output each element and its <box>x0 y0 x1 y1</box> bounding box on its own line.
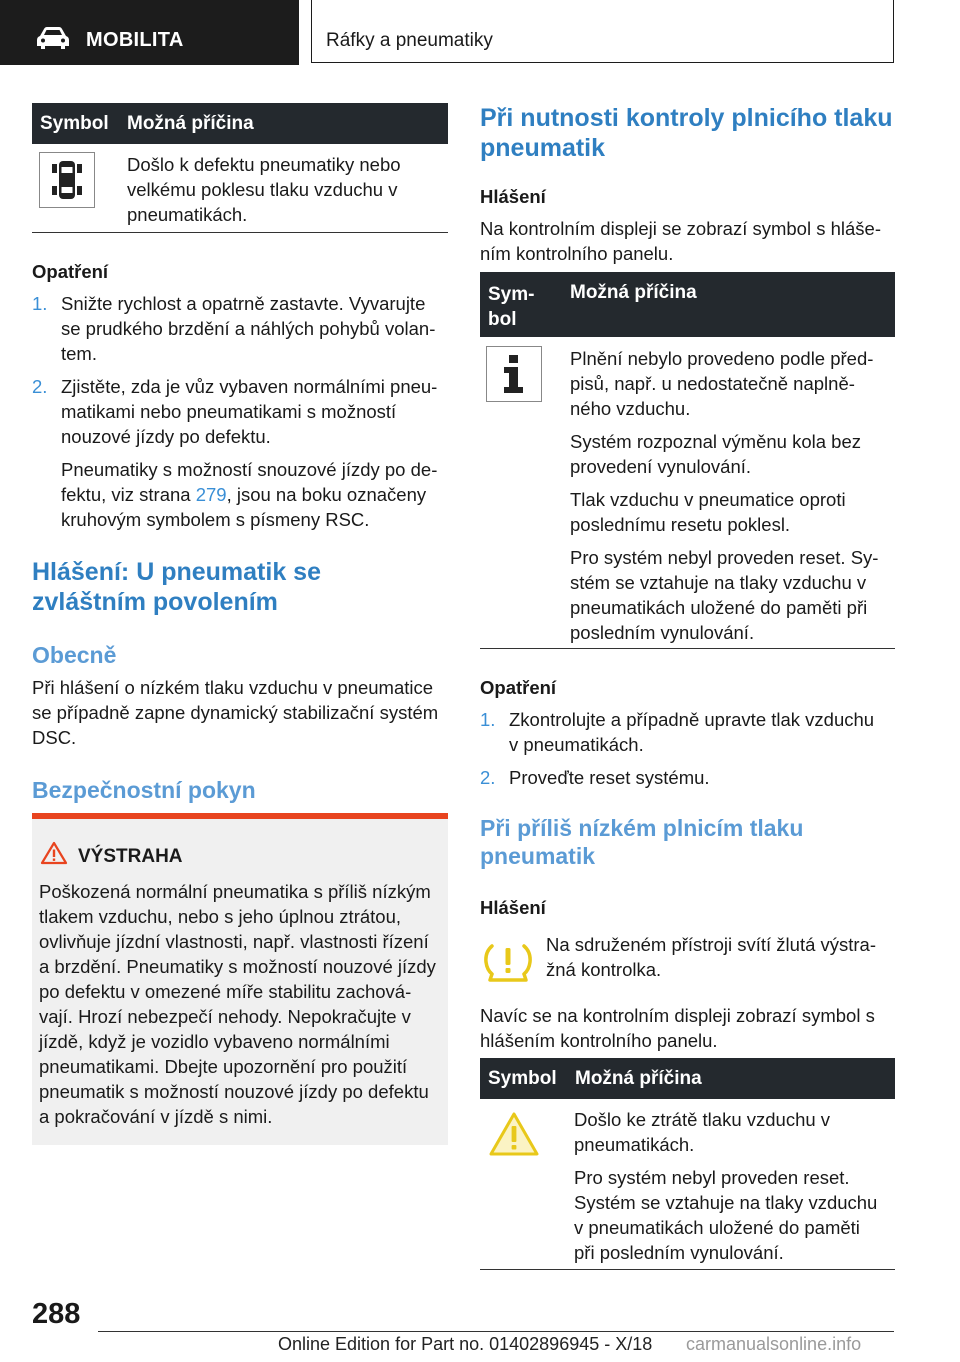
warning-text <box>39 879 436 1129</box>
line: Systém se vztahuje na tlaky vzduchu <box>574 1192 878 1213</box>
line: pneumatikách. <box>127 204 248 225</box>
message-title: Hlášení <box>480 186 546 207</box>
line: matikami nebo pneumatikami s možností <box>61 401 397 422</box>
measures-title-left: Opatření <box>32 261 109 282</box>
heading-general: Obecně <box>32 642 117 668</box>
heading-special-tires <box>32 557 321 617</box>
line: Zkontrolujte a případně upravte tlak vzduchu <box>509 709 875 730</box>
text: , jsou na boku označeny <box>226 484 427 505</box>
measures-title-right: Opatření <box>480 677 557 698</box>
footer-rule <box>98 1331 894 1332</box>
header-section-tab <box>0 0 299 65</box>
table3-row-text <box>574 1107 877 1265</box>
table1-col-cause: Možná příčina <box>127 113 254 134</box>
line: Na kontrolním displeji se zobrazí symbol s hláše- <box>480 218 881 239</box>
line: hlášením kontrolního panelu. <box>480 1030 718 1051</box>
warning-title: VÝSTRAHA <box>78 846 183 867</box>
line: v pneumatikách uložené do paměti <box>574 1217 860 1238</box>
page-number: 288 <box>32 1298 81 1330</box>
line: pneumatik <box>480 134 606 162</box>
table1-bottom-rule <box>32 232 448 233</box>
text: fektu, viz strana <box>61 484 196 505</box>
info-symbol <box>486 346 542 402</box>
edition-text: Online Edition for Part no. 01402896945 - X/18 <box>278 1334 653 1354</box>
line: v pneumatikách. <box>509 734 644 755</box>
line: Při hlášení o nízkém tlaku vzduchu v pneumatice <box>32 677 434 698</box>
line: ného vzduchu. <box>570 398 691 419</box>
section-title: MOBILITA <box>86 29 184 51</box>
line: a pokračování v jízdě s nimi. <box>39 1106 273 1127</box>
info-icon <box>487 347 541 401</box>
line: se případně zapne dynamický stabilizační systém <box>32 702 439 723</box>
step-number: 2. <box>32 376 48 397</box>
line: Snižte rychlost a opatrně zastavte. Vyvarujte <box>61 293 426 314</box>
list-item <box>480 765 900 790</box>
line: stém se vztahuje na tlaky vzduchu v <box>570 572 867 593</box>
message2-title: Hlášení <box>480 897 546 918</box>
line: Sym- <box>488 284 535 305</box>
car-icon <box>36 26 70 50</box>
heading-check-pressure <box>480 103 893 163</box>
line: Plnění nebylo provedeno podle před- <box>570 348 874 369</box>
line: Pneumatiky s možností snouzové jízdy po de- <box>61 459 438 480</box>
line: zvláštním povolením <box>32 588 278 616</box>
chapter-title: Ráfky a pneumatiky <box>326 30 493 51</box>
warning-triangle-icon <box>40 841 68 865</box>
line: Došlo ke ztrátě tlaku vzduchu v <box>574 1109 831 1130</box>
line: pneumatikách uložené do paměti při <box>570 597 868 618</box>
car-tires-icon <box>40 153 94 207</box>
line: Při příliš nízkém plnicím tlaku <box>480 815 804 841</box>
table1-header <box>32 103 448 144</box>
line: při posledním vynulování. <box>574 1242 784 1263</box>
line: posledním vynulování. <box>570 622 755 643</box>
message-text <box>480 216 881 266</box>
lamp-text <box>546 932 876 982</box>
line: DSC. <box>32 727 77 748</box>
page-link[interactable]: 279 <box>195 484 227 505</box>
yellow-warning-triangle-icon <box>488 1110 540 1158</box>
line: provedení vynulování. <box>570 456 752 477</box>
line-with-link <box>61 482 452 507</box>
step-number: 1. <box>32 293 48 314</box>
line: Navíc se na kontrolním displeji zobrazí symbol s <box>480 1005 875 1026</box>
line: vají. Hrozí nebezpečí nehody. Nepokračujte v <box>39 1006 411 1027</box>
line: Poškozená normální pneumatika s příliš nízkým <box>39 881 431 902</box>
table2-col-symbol <box>488 282 534 332</box>
line: Pro systém nebyl proveden reset. <box>574 1167 850 1188</box>
line: tem. <box>61 343 97 364</box>
header-chapter-box <box>311 0 894 63</box>
step-text: Proveďte reset systému. <box>509 767 710 788</box>
list-item <box>32 374 452 532</box>
line: Tlak vzduchu v pneumatice oproti <box>570 489 846 510</box>
line: Systém rozpoznal výměnu kola bez <box>570 431 861 452</box>
display-text <box>480 1003 875 1053</box>
line: se prudkého brzdění a náhlých pohybů volan- <box>61 318 436 339</box>
line: tlakem vzduchu, nebo s jeho úplnou ztrátou, <box>39 906 402 927</box>
table3-header <box>480 1058 895 1099</box>
line: kruhovým symbolem s písmeny RSC. <box>61 509 370 530</box>
table3-col-symbol: Symbol <box>488 1068 557 1089</box>
line: Při nutnosti kontroly plnicího tlaku <box>480 104 893 132</box>
line: pneumatikách. <box>574 1134 695 1155</box>
line: Hlášení: U pneumatik se <box>32 558 321 586</box>
line: po defektu v omezené míře stabilitu zachová- <box>39 981 412 1002</box>
line: Zjistěte, zda je vůz vybaven normálními pneu- <box>61 376 438 397</box>
line: pisů, např. u nedostatečně naplně- <box>570 373 855 394</box>
tire-defect-symbol <box>39 152 95 208</box>
line: pneumatik <box>480 843 596 869</box>
table3-col-cause: Možná příčina <box>575 1068 702 1089</box>
line: pneumatikami. Dbejte upozornění pro použití <box>39 1056 408 1077</box>
footer-edition <box>278 1334 652 1355</box>
line: Došlo k defektu pneumatiky nebo <box>127 154 401 175</box>
table2-bottom-rule <box>480 648 895 649</box>
line: ovlivňuje jízdní vlastnosti, např. vlastnosti řízení <box>39 931 429 952</box>
table3-bottom-rule <box>480 1269 895 1270</box>
table2-row-text <box>570 346 878 645</box>
list-item <box>32 291 452 366</box>
line: velkému poklesu tlaku vzduchu v <box>127 179 398 200</box>
step-number: 1. <box>480 709 496 730</box>
table1-row-text <box>127 152 401 227</box>
line: nouzové jízdy po defektu. <box>61 426 271 447</box>
line: jízdě, když je vozidlo vybaveno normálními <box>39 1031 390 1052</box>
table1-col-symbol: Symbol <box>40 113 109 134</box>
line: pneumatik s možností nouzové jízdy po defektu <box>39 1081 429 1102</box>
general-text <box>32 675 438 750</box>
line: a brzdění. Pneumatiky s možností nouzové jízdy <box>39 956 436 977</box>
table2-col-cause: Možná příčina <box>570 282 697 303</box>
footer-watermark: carmanualsonline.info <box>686 1334 862 1354</box>
line: Pro systém nebyl proveden reset. Sy- <box>570 547 879 568</box>
line: bol <box>488 309 517 330</box>
line: ním kontrolního panelu. <box>480 243 674 264</box>
heading-safety: Bezpečnostní pokyn <box>32 777 256 803</box>
line: poslednímu resetu poklesl. <box>570 514 791 535</box>
table2-header <box>480 272 895 337</box>
list-item <box>480 707 900 757</box>
tire-pressure-lamp-icon <box>482 940 534 986</box>
warning-box <box>32 813 448 1145</box>
line: žná kontrolka. <box>546 959 662 980</box>
heading-low-pressure <box>480 814 803 870</box>
step-number: 2. <box>480 767 496 788</box>
line: Na sdruženém přístroji svítí žlutá výstra- <box>546 934 877 955</box>
